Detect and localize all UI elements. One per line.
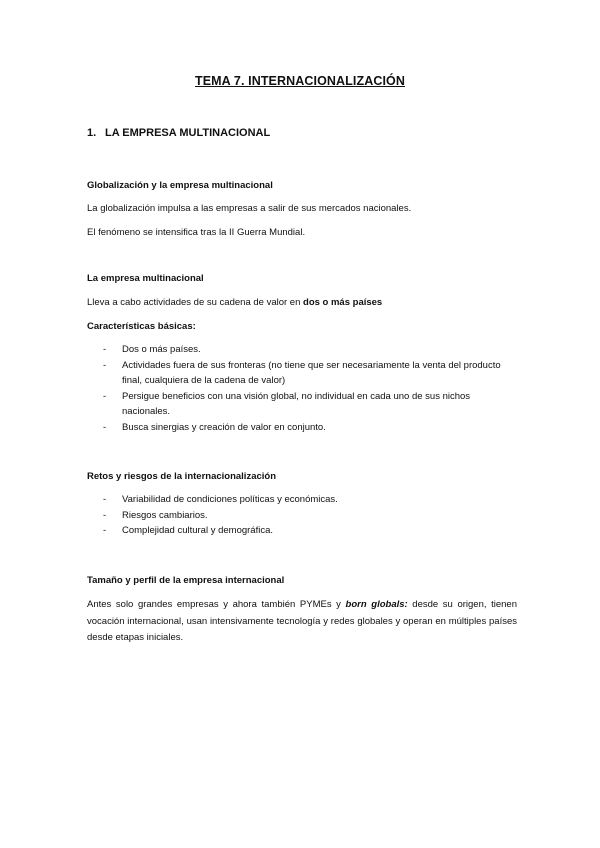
bullet-dash: - (103, 359, 107, 371)
bullet-dash: - (103, 509, 107, 521)
list-item: - Complejidad cultural y demográfica. (87, 523, 517, 539)
list-item: - Dos o más países. (87, 342, 517, 358)
born-globals-emphasis: born globals: (345, 599, 408, 610)
multinacional-heading: La empresa multinacional (87, 273, 204, 284)
list-item: - Actividades fuera de sus fronteras (no tiene que ser necesariamente la venta del producto final, cualquiera de la cadena de valor) (103, 359, 501, 387)
multinacional-bold-text: dos o más países (303, 297, 383, 308)
retos-list (87, 492, 517, 539)
bullet-dash: - (103, 494, 107, 505)
tamano-text: Antes solo grandes empresas y ahora también PYMEs y (87, 599, 346, 610)
tamano-paragraph (87, 597, 517, 647)
globalizacion-paragraph-1: La globalización impulsa a las empresas a salir de sus mercados nacionales. (87, 203, 412, 214)
globalizacion-paragraph-2: El fenómeno se intensifica tras la II Guerra Mundial. (87, 227, 306, 238)
page-title: TEMA 7. INTERNACIONALIZACIÓN (195, 74, 405, 88)
bullet-dash: - (103, 344, 107, 355)
caracteristicas-heading: Características básicas: (87, 321, 196, 332)
list-item: - Riesgos cambiarios. (87, 508, 517, 524)
multinacional-text: Lleva a cabo actividades de su cadena de valor en (87, 297, 304, 308)
list-item: - Busca sinergias y creación de valor en conjunto. (87, 420, 517, 436)
list-item: - Persigue beneficios con una visión global, no individual en cada uno de sus nichos nacionales. (103, 390, 471, 418)
globalizacion-heading: Globalización y la empresa multinacional (87, 180, 273, 191)
section-heading (87, 127, 270, 139)
bullet-dash: - (103, 525, 107, 537)
tamano-heading: Tamaño y perfil de la empresa internacional (87, 575, 285, 586)
list-item: - Variabilidad de condiciones políticas y económicas. (87, 492, 517, 508)
multinacional-paragraph (87, 295, 517, 311)
section-title: LA EMPRESA MULTINACIONAL (105, 127, 271, 139)
tamano-text-continued: desde su origen, tienen vocación internacional, usan intensivamente tecnología y redes globales y operan en múltiples países desde etapas iniciales. (87, 599, 517, 643)
retos-heading: Retos y riesgos de la internacionalización (87, 471, 277, 482)
caracteristicas-list (87, 342, 517, 436)
bullet-dash: - (103, 421, 107, 433)
section-number: 1. (87, 127, 97, 139)
bullet-dash: - (103, 390, 107, 402)
